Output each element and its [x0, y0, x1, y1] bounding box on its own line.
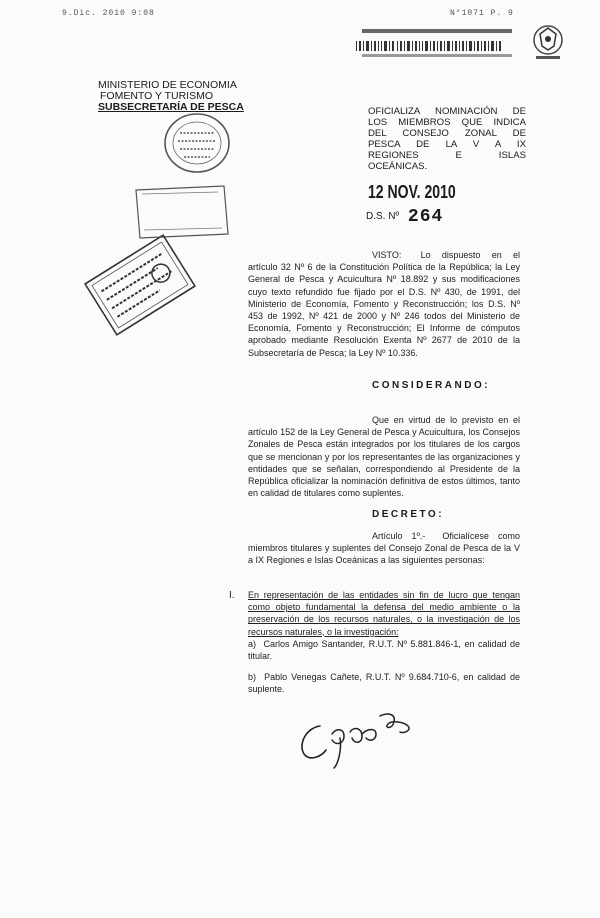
visto-first-line: Lo dispuesto en el	[420, 250, 520, 260]
article-lead: Artículo 1º.-	[372, 531, 426, 541]
title-line: LOS MIEMBROS QUE INDICA	[368, 117, 526, 128]
decree-date: 12 NOV. 2010	[368, 182, 456, 202]
decree-title	[368, 106, 526, 172]
considerando-first-line: Que en virtud de lo previsto en el	[372, 415, 520, 425]
item-text: Carlos Amigo Santander, R.U.T. Nº 5.881.846-1, en calidad de titular.	[248, 639, 520, 662]
visto-body: artículo 32 Nº 6 de la Constitución Política de la República; la Ley General de Pesca y Acuicultura Nº 18.892 y sus modificaciones cuyo texto refundido fue fijado por el D.S. Nº 430, de 1991, del Ministerio de Economía, Fomento y Reconstrucción; los D.S. Nº 453 de 1992, Nº 421 de 2000 y Nº 246 todos del Ministerio de Economía, Fomento y Reconstrucción; El Informe de cómputos aprobado mediante Resolución Exenta Nº 2677 de 2010 de la Subsecretaría de Pesca; la Ley Nº 10.336.	[248, 262, 520, 358]
fax-header-page: N°1071 P. 9	[450, 9, 514, 18]
considerando-paragraph	[248, 414, 520, 499]
title-line: DEL CONSEJO ZONAL DE	[368, 128, 526, 139]
item-text: Pablo Venegas Cañete, R.U.T. Nº 9.684.710-6, en calidad de suplente.	[248, 672, 520, 695]
decreto-heading: DECRETO:	[372, 509, 445, 520]
considerando-heading: CONSIDERANDO:	[372, 380, 491, 391]
fax-header-date: 9.Dic. 2010 9:08	[62, 9, 155, 18]
subsecretaria-name: SUBSECRETARÍA DE PESCA	[98, 101, 244, 113]
article-first: Oficialícese como	[442, 531, 520, 541]
section-numeral: I.	[229, 590, 235, 601]
round-stamp-icon	[162, 111, 232, 180]
considerando-body: artículo 152 de la Ley General de Pesca y Acuicultura, los Consejos Zonales de Pesca están integrados por los titulares de los cargos que se mencionan y por los representantes de las organizaciones y entidades que se señalan, correspondiendo al Presidente de la República oficializar la nominación definitiva de estos últimos, tanto en calidad de titulares como suplentes.	[248, 427, 520, 499]
title-line: PESCA DE LA V A IX	[368, 139, 526, 150]
barcode-icon	[342, 25, 522, 74]
visto-lead: VISTO:	[372, 250, 402, 260]
ds-label: D.S. Nº	[366, 211, 400, 222]
item-letter: a)	[248, 639, 257, 649]
list-item	[248, 671, 520, 695]
title-line: OFICIALIZA NOMINACIÓN DE	[368, 106, 526, 117]
item-letter: b)	[248, 672, 257, 682]
section-i-text: En representación de las entidades sin fin de lucro que tengan como objeto fundamental la defensa del medio ambiente o la preservación de los recursos naturales, o la investigación de los recursos naturales, o la investigación:	[248, 590, 520, 637]
ministry-header	[98, 80, 244, 113]
ministry-name: MINISTERIO DE ECONOMIA	[98, 79, 237, 91]
title-line: OCEÁNICAS.	[368, 161, 428, 172]
handwritten-signature-icon	[292, 704, 422, 779]
decree-number-line	[366, 205, 443, 225]
list-item	[248, 638, 520, 662]
title-line: REGIONES E ISLAS	[368, 150, 526, 161]
ds-number: 264	[407, 207, 444, 227]
visto-paragraph	[248, 249, 520, 359]
article-1-paragraph	[248, 530, 520, 567]
contraloria-stamp-icon	[80, 220, 200, 355]
coat-of-arms-seal-icon	[530, 20, 566, 71]
article-body: miembros titulares y suplentes del Consejo Zonal de Pesca de la V a IX Regiones e Islas Oceánicas a las siguientes personas:	[248, 543, 520, 566]
ministry-branch: FOMENTO Y TURISMO	[100, 90, 213, 102]
